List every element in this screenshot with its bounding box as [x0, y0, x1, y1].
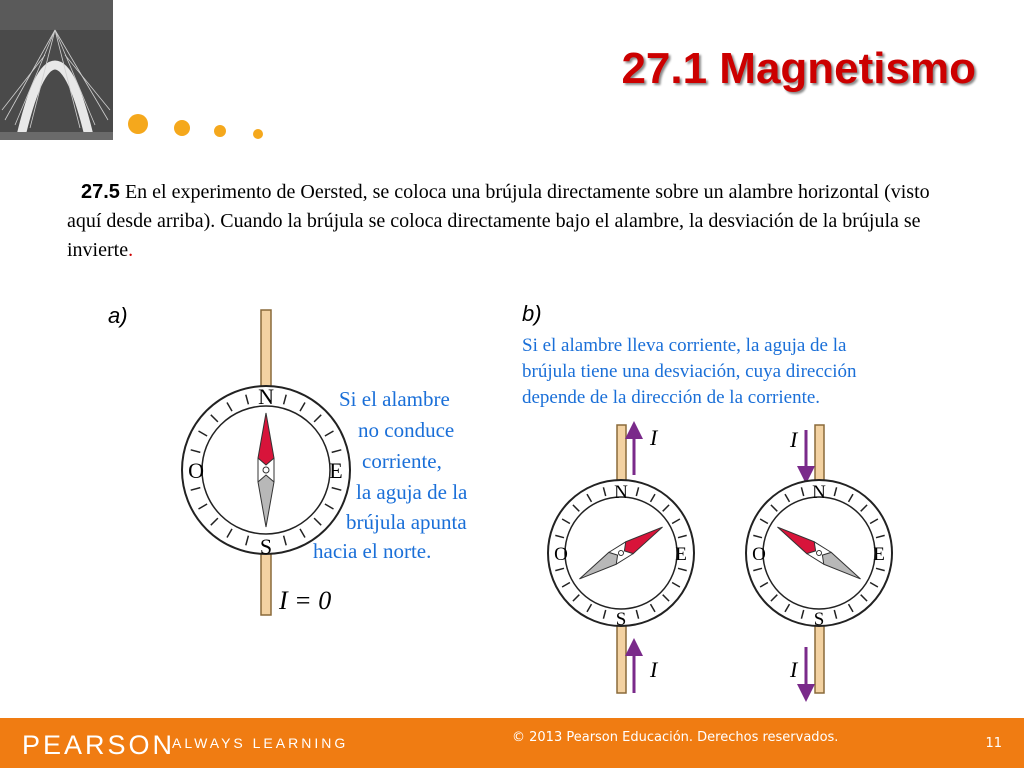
current-label-a: I = 0: [279, 586, 332, 615]
footer-bar: [0, 718, 1024, 768]
svg-text:E: E: [873, 544, 885, 565]
copyright-text: © 2013 Pearson Educación. Derechos reservados.: [512, 730, 839, 745]
svg-text:N: N: [812, 482, 826, 503]
current-symbol-b1-top: I: [650, 425, 658, 450]
slide-title: 27.1 Magnetismo: [621, 44, 976, 93]
caption-number: 27.5: [81, 181, 120, 203]
compass-a-south: S: [259, 534, 273, 559]
svg-text:depende de la dirección de la: depende de la dirección de la corriente.: [522, 387, 821, 408]
book-cover-image: [0, 0, 113, 140]
svg-text:S: S: [615, 609, 627, 630]
compass-a-north: N: [258, 384, 274, 409]
figure-caption: [67, 178, 967, 265]
pearson-logo: PEARSON: [22, 730, 176, 760]
panel-a-label: a): [108, 303, 128, 328]
compass-a-west: O: [188, 458, 204, 483]
svg-text:Si el alambre: Si el alambre: [339, 387, 450, 411]
page-number: 11: [985, 736, 1002, 751]
svg-text:E: E: [675, 544, 687, 565]
svg-text:O: O: [752, 544, 766, 565]
note-b: [522, 335, 857, 408]
compass-b2: [746, 480, 892, 630]
svg-text:corriente,: corriente,: [362, 449, 442, 473]
compass-a: [182, 384, 350, 559]
svg-text:la aguja de la: la aguja de la: [356, 480, 468, 504]
svg-text:S: S: [813, 609, 825, 630]
svg-text:Si el alambre lleva corriente,: Si el alambre lleva corriente, la aguja de la: [522, 335, 847, 356]
caption-end: .: [128, 239, 134, 261]
decorative-dots: [120, 108, 280, 148]
caption-text: En el experimento de Oersted, se coloca una brújula directamente sobre un alambre horizontal (visto aquí desde arriba). Cuando la brújula se coloca directamente bajo el alambre, la desviación de la brújula se invierte: [67, 181, 930, 261]
svg-text:brújula apunta: brújula apunta: [346, 510, 467, 534]
panel-b-label: b): [522, 301, 542, 326]
compass-b1: [548, 480, 694, 630]
current-symbol-b1-bottom: I: [650, 657, 658, 682]
svg-text:N: N: [614, 482, 628, 503]
svg-text:O: O: [554, 544, 568, 565]
svg-text:brújula tiene una desviación,: brújula tiene una desviación, cuya dirección: [522, 361, 857, 382]
svg-text:no conduce: no conduce: [358, 418, 455, 442]
svg-text:hacia el norte.: hacia el norte.: [313, 539, 432, 563]
compass-a-east: E: [329, 458, 343, 483]
current-symbol-b2-top: I: [790, 427, 798, 452]
current-symbol-b2-bottom: I: [790, 657, 798, 682]
oersted-figure: [0, 285, 1024, 715]
footer-tagline: ALWAYS LEARNING: [172, 735, 349, 751]
